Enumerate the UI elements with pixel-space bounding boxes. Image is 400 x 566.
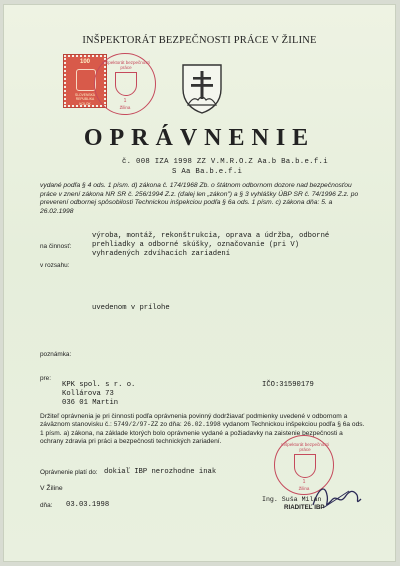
validity-value: dokiaľ IBP nerozhodne inak xyxy=(104,468,217,476)
obligation-stanovisko-number: 5749/2/97-ZZ xyxy=(113,421,159,429)
activity-line-1: výroba, montáž, rekonštrukcia, oprava a údržba, odborné xyxy=(92,232,330,240)
stamp-coat-of-arms-icon xyxy=(115,72,137,96)
company-ico: IČO:31590179 xyxy=(262,381,314,389)
activity-line-3: vyhradených zdvíhacích zariadení xyxy=(92,250,231,258)
company-city: 036 01 Martin xyxy=(62,399,119,407)
scope-label: v rozsahu: xyxy=(40,262,70,269)
signatory-title: RIADITEĽ IBP xyxy=(284,504,325,511)
signatory-name: Ing. Suša Milan xyxy=(262,496,322,503)
authority-heading: INŠPEKTORÁT BEZPEČNOSTI PRÁCE V ŽILINE xyxy=(82,35,317,46)
registration-line-1: č. 008 IZA 1998 ZZ V.M.R.O.Z Aa.b Ba.b.e.f.i xyxy=(122,158,328,166)
obligation-text-b: zo dňa: xyxy=(160,421,182,429)
activity-label: na činnosť: xyxy=(40,243,72,250)
revenue-stamp-label3: KOLOK xyxy=(79,102,91,106)
stamp-number: 1 xyxy=(123,98,127,104)
scope-value: uvedenom v prílohe xyxy=(92,304,170,312)
registration-line-2: S Aa Ba.b.e.f.i xyxy=(172,168,243,176)
date-label: dňa: xyxy=(40,502,53,509)
issue-date: 03.03.1998 xyxy=(66,501,110,509)
stamp-bottom-city: Žilina xyxy=(298,486,310,491)
stamp-bottom-top-text: Inšpektorát bezpečnosti práce xyxy=(281,442,329,452)
certificate-page xyxy=(3,4,396,562)
revenue-stamp-value: 100 xyxy=(79,59,90,65)
stamp-bottom-text: Žilina xyxy=(119,105,131,110)
activity-line-2: prehliadky a odborné skúšky, označovanie (pri V) xyxy=(92,241,300,249)
for-label: pre: xyxy=(40,375,52,382)
obligation-text-a: Držiteľ oprávnenia je pri činnosti podľa oprávnenia povinný dodržiavať podmienky uvedené v odbornom a záväznom stanovisku č.: xyxy=(40,413,348,429)
slovak-coat-of-arms-icon xyxy=(181,63,223,115)
stamp-bottom-coat-of-arms-icon xyxy=(294,454,316,478)
official-stamp-top xyxy=(94,53,156,115)
registration-number xyxy=(122,157,352,177)
obligation-text-c: vydanom Technickou inšpekciou podľa § 6a ods. 1 písm. a) zákona, na základe ktorých bolo oprávnenie vydané a požiadavky na zaistenie bezpečnosti a ochrany zdravia pri práci a bezpečnosti technických zariadení. xyxy=(40,421,365,446)
stamp-top-text: Inšpektorát bezpečnosti práce xyxy=(102,60,150,70)
obligation-date: 26.02.1998 xyxy=(183,421,221,429)
validity-label: Oprávnenie platí do: xyxy=(40,469,98,476)
company-street: Kollárova 73 xyxy=(62,390,114,398)
note-label: poznámka: xyxy=(40,351,72,358)
revenue-stamp-emblem-icon xyxy=(76,69,96,91)
document-title: OPRÁVNENIE xyxy=(83,125,316,151)
revenue-stamp-label2: REPUBLIKA xyxy=(75,97,95,101)
revenue-stamp-label1: SLOVENSKÁ xyxy=(75,93,95,97)
issue-place: V Žiline xyxy=(40,485,63,492)
company-name: KPK spol. s r. o. xyxy=(62,381,136,389)
stamp-bottom-number: 1 xyxy=(302,479,306,485)
activity-value xyxy=(92,232,372,259)
legal-basis-text: vydané podľa § 4 ods. 1 písm. d) zákona č. 174/1968 Zb. o štátnom odbornom dozore nad bezpečnosťou práce v znení zákona NR SR č. 256/1994 Z.z. (ďalej len „zákon") a § 3 vyhlášky ÚBP SR č. 74/1996 Z.z. po preverení odbornej spôsobilosti Technickou inšpekciou podľa § 6a ods. 1 písm. c) zákona dňa: 5. a 26.02.1998 xyxy=(40,182,359,215)
company-address xyxy=(62,381,222,408)
